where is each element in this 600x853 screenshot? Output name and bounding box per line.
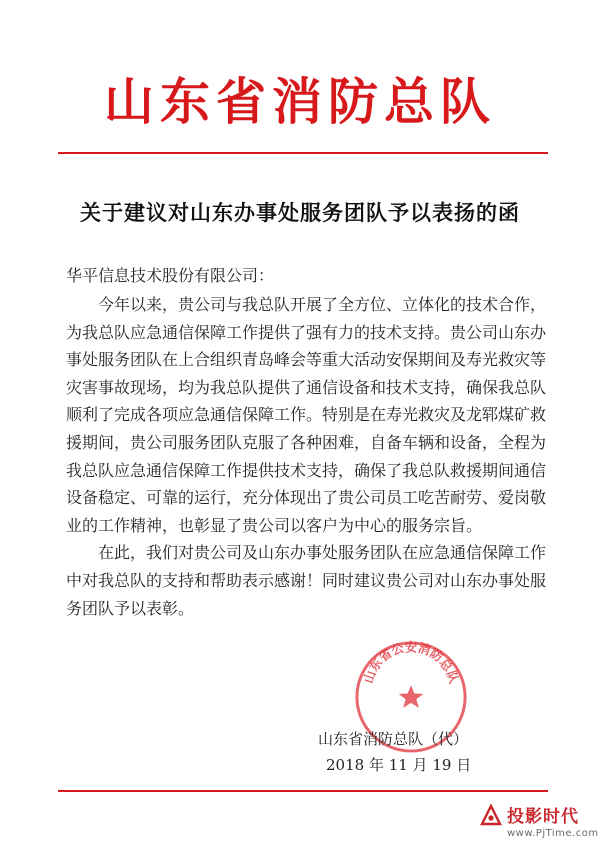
signature-date: 2018 年 11 月 19 日: [326, 756, 472, 774]
svg-text:山东省公安消防总队: [361, 639, 461, 685]
body-paragraph-2: 在此，我们对贵公司及山东办事处服务团队在应急通信保障工作中对我总队的支持和帮助表示感谢！同时建议贵公司对山东办事处服务团队予以表彰。: [66, 543, 547, 618]
body-paragraph-1: 今年以来，贵公司与我总队开展了全方位、立体化的技术合作，为我总队应急通信保障工作提供了强有力的技术支持。贵公司山东办事处服务团队在上合组织青岛峰会等重大活动安保期间及寿光救灾等灾害事故现场，均为我总队提供了通信设备和技术支持，确保我总队顺利了完成各项应急通信保障工作。特别是在寿光救灾及龙郓煤矿救援期间，贵公司服务团队克服了各种困难，自备车辆和设备，全程为我总队应急通信保障工作提供技术支持，确保了我总队救援期间通信设备稳定、可靠的运行，充分体现出了贵公司员工吃苦耐劳、爱岗敬业的工作精神，也彰显了贵公司以客户为中心的服务宗旨。: [66, 295, 547, 535]
seal-text: 山东省公安消防总队: [361, 640, 461, 686]
salutation: 华平信息技术股份有限公司：: [66, 266, 275, 285]
watermark-url: www.PjTime.com: [507, 828, 599, 839]
document-title: 关于建议对山东办事处服务团队予以表扬的函: [80, 201, 520, 225]
footer-divider: [58, 790, 548, 792]
header-divider: [58, 152, 548, 154]
site-watermark: [480, 800, 599, 848]
org-header-title: 山东省消防总队: [104, 73, 496, 131]
signature-org: 山东省消防总队（代）: [318, 730, 469, 748]
seal-star-icon: [399, 685, 424, 708]
letter-body: [66, 291, 546, 622]
signature-block: [318, 726, 471, 778]
pjtime-logo-icon: [480, 804, 502, 826]
watermark-name: 投影时代: [507, 807, 579, 827]
